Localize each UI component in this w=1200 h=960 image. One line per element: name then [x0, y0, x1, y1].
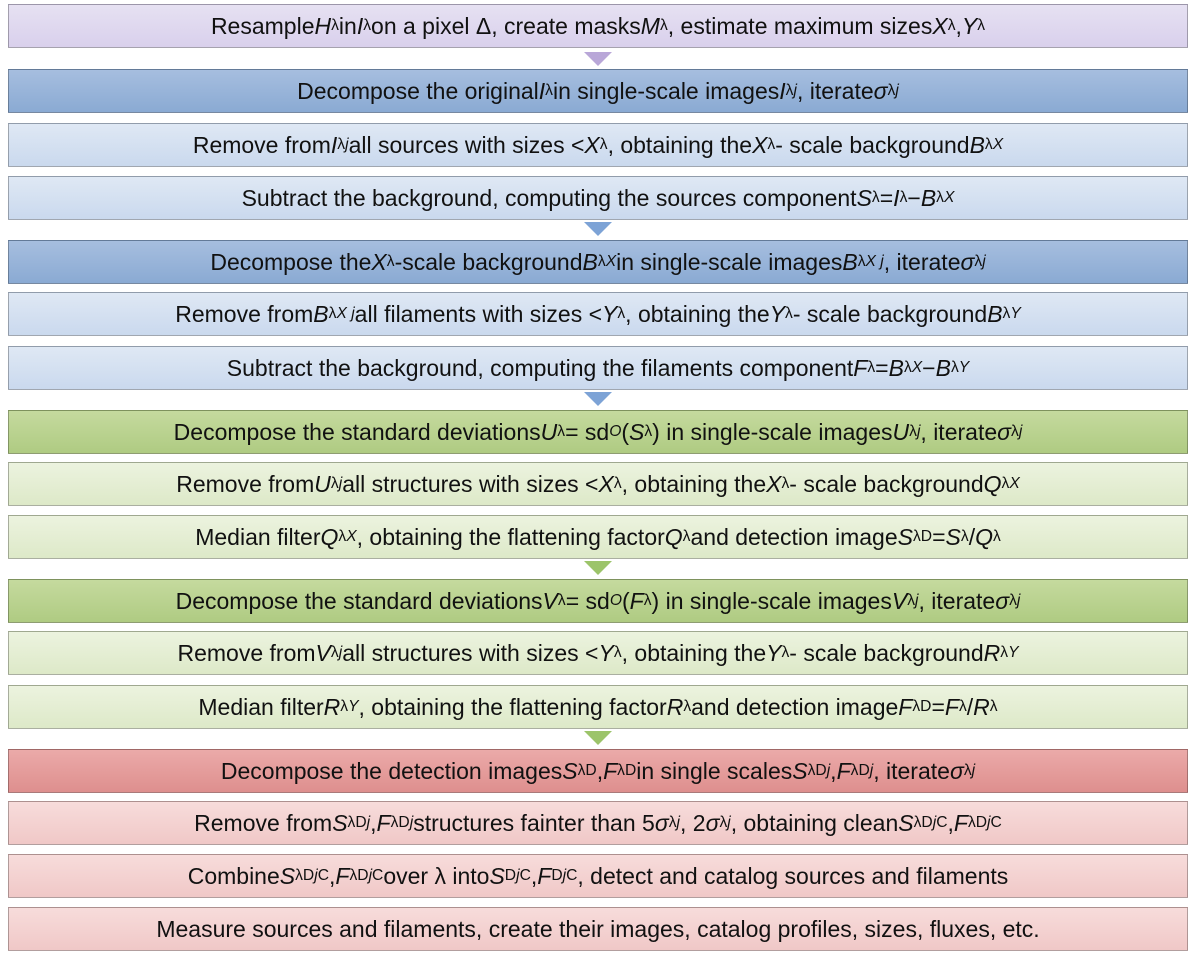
arrow-down-icon: [584, 52, 612, 66]
arrow-down-icon: [584, 222, 612, 236]
step-4: Subtract the background, computing the sources component S λ = I λ − B λX: [8, 176, 1188, 220]
step-5: Decompose the X λ -scale background B λX in single-scale images B λX j , iterate σ λj: [8, 240, 1188, 284]
step-16: Combine S λDjC , F λDjC over λ into S DjC , F DjC , detect and catalog sources and filaments: [8, 854, 1188, 898]
arrow-down-icon: [584, 561, 612, 575]
step-14: Decompose the detection images S λD , F λD in single scales S λDj , F λDj , iterate σ λj: [8, 749, 1188, 793]
step-17: Measure sources and filaments, create their images, catalog profiles, sizes, fluxes, etc.: [8, 907, 1188, 951]
step-10: Median filter Q λX , obtaining the flattening factor Q λ and detection image S λD = S λ / Q λ: [8, 515, 1188, 559]
step-13: Median filter R λY , obtaining the flattening factor R λ and detection image F λD = F λ / R λ: [8, 685, 1188, 729]
step-9: Remove from U λj all structures with sizes < X λ , obtaining the X λ - scale background Q λX: [8, 462, 1188, 506]
step-11: Decompose the standard deviations V λ = sd O ( F λ ) in single-scale images V λj , iterate σ λj: [8, 579, 1188, 623]
step-7: Subtract the background, computing the filaments component F λ = B λX − B λY: [8, 346, 1188, 390]
step-8: Decompose the standard deviations U λ = sd O ( S λ ) in single-scale images U λj , iterate σ λj: [8, 410, 1188, 454]
arrow-down-icon: [584, 392, 612, 406]
step-6: Remove from B λX j all filaments with sizes < Y λ , obtaining the Y λ - scale background B λY: [8, 292, 1188, 336]
arrow-down-icon: [584, 731, 612, 745]
step-1: Resample H λ in I λ on a pixel Δ, create masks M λ , estimate maximum sizes X λ , Y λ: [8, 4, 1188, 48]
step-15: Remove from S λDj , F λDj structures fainter than 5 σ λj , 2 σ λj , obtaining clean S λDjC , F λDjC: [8, 801, 1188, 845]
step-3: Remove from I λj all sources with sizes < X λ , obtaining the X λ - scale background B λX: [8, 123, 1188, 167]
step-2: Decompose the original I λ in single-scale images I λj , iterate σ λj: [8, 69, 1188, 113]
step-12: Remove from V λj all structures with sizes < Y λ , obtaining the Y λ - scale background R λY: [8, 631, 1188, 675]
